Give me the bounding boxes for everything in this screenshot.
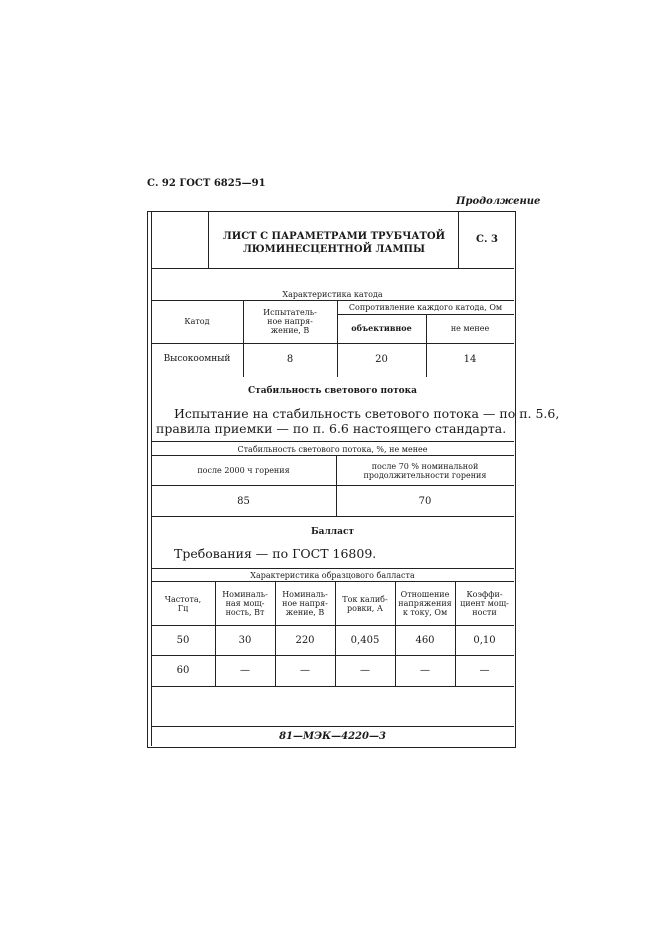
ballast-col-power-factor: Коэффи- циент мощ- ности <box>460 590 509 617</box>
resistance-col-header: Сопротивление каждого катода, Ом <box>348 302 503 312</box>
ballast-cell: — <box>479 665 490 676</box>
resistance-min-header: не менее <box>450 324 490 333</box>
title-bottom-rule <box>151 268 514 269</box>
continuation-label: Продолжение <box>456 196 541 207</box>
sheet-title-line1: ЛИСТ С ПАРАМЕТРАМИ ТРУБЧАТОЙ <box>222 231 446 242</box>
footer-top-rule <box>151 726 514 727</box>
stability-table-caption: Стабильность светового потока, %, не менее <box>237 445 428 454</box>
stability-70pct-value: 70 <box>418 495 432 507</box>
stability-2000h-value: 85 <box>237 495 250 507</box>
ballast-cell: 30 <box>238 635 252 646</box>
ballast-cell: 220 <box>295 635 315 646</box>
ballast-row2-rule <box>151 686 514 687</box>
cathode-header-bottom-rule <box>151 343 514 344</box>
footer-code: 81—МЭК—4220—3 <box>279 731 386 742</box>
stability-text-line2: правила приемки — по п. 6.6 настоящего стандарта. <box>156 421 507 436</box>
ballast-col-voltage: Номиналь- ное напря- жение, В <box>282 590 328 617</box>
cathode-type-value: Высокоомный <box>163 354 231 364</box>
test-voltage-value: 8 <box>286 353 294 365</box>
ballast-table-caption: Характеристика образцового балласта <box>250 571 415 580</box>
test-voltage-col-header: Испытатель- ное напря- жение, В <box>263 308 317 335</box>
stability-text-line1: Испытание на стабильность светового потока — по п. 5.6, <box>174 406 560 421</box>
resistance-nominal-value: 20 <box>375 353 388 365</box>
ballast-cell: 60 <box>176 665 190 676</box>
ballast-col-power: Номиналь- ная мощ- ность, Вт <box>222 590 268 617</box>
sheet-title <box>210 230 458 256</box>
ballast-requirement: Требования — по ГОСТ 16809. <box>174 546 377 561</box>
ballast-cell: 50 <box>176 635 190 646</box>
sheet-page-number: С. 3 <box>476 234 498 245</box>
stability-bottom-rule <box>151 516 514 517</box>
ballast-cell: — <box>360 665 370 676</box>
ballast-cell: — <box>420 665 430 676</box>
stability-70pct-header: после 70 % номинальной продолжительности горения <box>363 461 487 480</box>
ballast-cell: — <box>240 665 250 676</box>
title-left-divider <box>208 211 209 268</box>
ballast-cell: 0,10 <box>473 635 496 646</box>
sheet-title-line2: ЛЮМИНЕСЦЕНТНОЙ ЛАМПЫ <box>242 244 426 255</box>
stability-top-rule <box>151 441 514 442</box>
cathode-col-header: Катод <box>184 317 210 326</box>
ballast-cell: 460 <box>415 635 435 646</box>
resistance-min-value: 14 <box>463 353 477 365</box>
cathode-table-caption: Характеристика катода <box>282 290 383 299</box>
ballast-cell: — <box>300 665 310 676</box>
ballast-col-ratio: Отношение напряжения к току, Ом <box>398 590 452 617</box>
ballast-col-current: Ток калиб- ровки, А <box>342 594 388 613</box>
ballast-col-frequency: Частота, Гц <box>164 594 202 613</box>
title-right-divider <box>458 211 459 268</box>
stability-2000h-header: после 2000 ч горения <box>197 466 290 475</box>
ballast-cell: 0,405 <box>350 635 380 646</box>
stability-header-bottom-rule <box>151 485 514 486</box>
stability-heading: Стабильность светового потока <box>247 386 418 396</box>
ballast-heading: Балласт <box>310 527 355 537</box>
resistance-nominal-header: объективное <box>351 323 412 333</box>
ballast-top-rule <box>151 568 514 569</box>
page-reference: С. 92 ГОСТ 6825—91 <box>147 178 266 189</box>
